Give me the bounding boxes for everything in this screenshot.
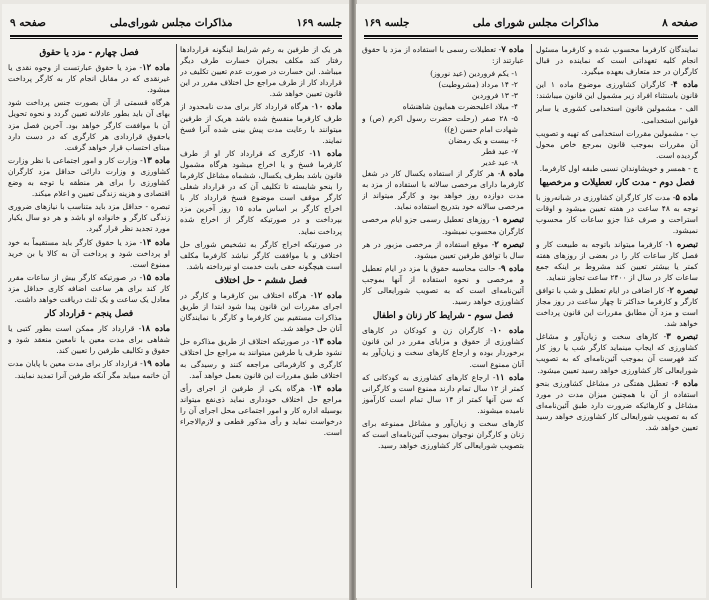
- section-heading: فصل سوم - شرایط کار زنان و اطفال: [372, 311, 514, 322]
- section-heading: فصل دوم - مدت کار، تعطیلات و مرخصیها: [539, 178, 695, 189]
- article-text: - کارگران زن و کودکان در کارهای کشاورزی از حقوق و مزایای مقرر در این قانون برخوردار بوده و ارجاع کارهای سخت و زیان‌آور به آنان ممنوع است.: [362, 326, 524, 369]
- body-paragraph: نمایندگان کارفرما محسوب شده و کارفرما مسئول انجام کلیه تعهداتی است که نماینده در قبال کارگران در حد متعارف بعهده میگیرد.: [536, 45, 698, 77]
- right-page-header: [364, 12, 698, 34]
- article-text: - قرارداد کار ممکن است بطور کتبی یا شفاهی برای مدت معین یا نامعین منعقد شود و حقوق و تکالیف طرفین را تعیین کند.: [8, 324, 170, 356]
- left-header-rule-thin: [10, 38, 342, 39]
- holiday-list-item: ۴- میلاد اعلیحضرت همایون شاهنشاه: [402, 102, 518, 112]
- holiday-list-item: ۳- ۱۳ فروردین: [471, 91, 518, 101]
- article-paragraph: [536, 79, 698, 101]
- article-text: - تعطیلات رسمی با استفاده از مزد یا حقوق عبارتند از:: [362, 45, 524, 66]
- article-text: - هرگاه قرارداد کار برای مدت نامحدود از طرف کارفرما منفسخ شده باشد هریک از طرفین میتوانند با رعایت مدت پیش بینی شده آنرا فسخ نمایند.: [180, 102, 342, 145]
- article-paragraph: [8, 272, 170, 305]
- article-paragraph: [536, 239, 698, 283]
- article-label: ماده ۱۵: [142, 271, 170, 282]
- article-text: - کار اضافی در ایام تعطیل و شب با توافق کارگر و کارفرما حداکثر تا چهار ساعت در روز مجاز است و مزد آن مطابق مقررات این قانون پرداخت خواهد شد.: [536, 285, 698, 329]
- article-paragraph: [8, 323, 170, 356]
- article-label: ماده ۱۲: [142, 62, 170, 73]
- article-label: ماده ۱۱: [495, 371, 524, 382]
- body-paragraph: ج - همسر و خویشاوندان نسبی طبقه اول کارفرما.: [539, 163, 698, 173]
- article-label: ماده ۷: [501, 44, 524, 54]
- article-paragraph: [8, 155, 170, 199]
- right-header-rule: [364, 35, 698, 37]
- left-page-column-divider: [176, 44, 177, 588]
- article-label: ماده ۵: [675, 192, 698, 203]
- article-text: - وزارت کار و امور اجتماعی با نظر وزارت کشاورزی و وزارت دارائی حداقل مزد کارگران کشاورزی را برای هر منطقه با توجه به وضع اقتصادی و هزینه زندگی تعیین و اعلام میکند.: [8, 155, 170, 199]
- article-paragraph: [180, 336, 342, 380]
- article-text: - مدت کار کارگران کشاورزی در شبانه‌روز با توجه به ۴۸ ساعت در هفته تعیین میشود و اوقات استراحت و صرف غذا جزو ساعات کار محسوب نمیشود.: [536, 193, 698, 236]
- article-paragraph: [180, 101, 342, 145]
- article-label: ماده ۴: [673, 79, 698, 90]
- body-paragraph: هر یک از طرفین به‌ رغم شرایط اینگونه قرارداد‌ها رفتار کند مکلف بجبران خسارت طرف دیگر میباشد. این خسارت در صورت عدم تعیین تکلیف در قرارداد کار از طرف مراجع حل اختلاف مقرر در این قانون تعیین خواهد شد.: [180, 45, 342, 99]
- article-text: - کارگران کشاورزی موضوع ماده ۱ این قانون باستثناء افراد زیر مشمول این قانون میباشند:: [536, 80, 698, 101]
- left-page-left-column: [8, 44, 170, 592]
- holiday-list-item: ۱- یکم فروردین (عید نوروز): [430, 69, 518, 79]
- article-label: تبصره ۲: [669, 284, 698, 295]
- article-paragraph: [362, 263, 524, 307]
- article-paragraph: [8, 358, 170, 380]
- article-paragraph: [8, 237, 170, 270]
- right-page: [356, 4, 706, 598]
- right-page-number: صفحه ۸: [662, 17, 698, 29]
- article-label: ماده ۱۳: [142, 154, 170, 165]
- article-paragraph: [362, 168, 524, 212]
- article-label: ماده ۱۸: [141, 323, 170, 334]
- article-text: - موقع استفاده از مرخصی مزبور در هر سال با توافق طرفین تعیین میشود.: [362, 239, 524, 260]
- article-label: تبصره ۲: [494, 238, 524, 249]
- article-label: تبصره ۳: [666, 331, 698, 342]
- article-label: ماده ۱۲: [313, 289, 342, 300]
- article-text: - هر کارگر از استفاده یکسال کار در شغل کارفرما دارای مرخصی سالانه با استفاده از مزد به مدت دوازده روز خواهد بود و کارگر میتواند از مرخصی سالانه خود بتدریج استفاده نماید.: [362, 169, 524, 212]
- left-header-rule: [10, 35, 342, 37]
- article-paragraph: [362, 214, 524, 236]
- body-paragraph: الف - مشمولین قانون استخدامی کشوری یا سایر قوانین استخدامی.: [536, 104, 698, 125]
- article-label: ماده ۱۰: [314, 101, 342, 112]
- article-paragraph: [536, 192, 698, 236]
- right-page-left-column: [362, 44, 524, 592]
- holiday-list-item: ۲- ۱۴ مرداد (مشروطیت): [438, 80, 518, 90]
- article-label: ماده ۱۴: [312, 382, 342, 393]
- body-paragraph: هرگاه قسمتی از آن بصورت جنس پرداخت شود بهای آن باید بطور عادلانه تعیین گردد و نحوه تحویل آن با موافقت کارگر خواهد بود. آخرین فصل مزد یاحقوق قراردادی هر کارگری که در دست دارد مبنای احتساب قرار خواهد گرفت.: [8, 98, 170, 152]
- article-paragraph: [362, 239, 524, 261]
- article-text: - تعطیل هفتگی در مشاغل کشاورزی بنحو استفاده از آن با همچنین میزان مدت در مورد مشاغل و کارهائیکه ضرورت دارد طبق آئین‌نامه‌ای که به تصویب شورایعالی کار کشاورزی خواهد رسید تعیین خواهد شد.: [536, 378, 698, 432]
- holiday-list-item: ۶- بیست و یک رمضان: [448, 135, 518, 145]
- article-paragraph: [8, 62, 170, 95]
- section-heading: فصل پنجم - قرارداد کار: [44, 309, 134, 320]
- body-paragraph: تبصره - حداقل مزد باید متناسب با نیازهای ضروری زندگی کارگر و خانواده او باشد و هر دو سال یکبار مورد تجدید نظر قرار گیرد.: [8, 202, 170, 234]
- left-page-header: [10, 12, 342, 34]
- left-page-number: صفحه ۹: [10, 17, 46, 29]
- article-paragraph: [536, 378, 698, 433]
- article-text: - مزد یا حقوق کارگر باید مستقیماً به خود او پرداخت شود و پرداخت آن به کالا یا بن خرید ممنوع است.: [8, 237, 170, 269]
- left-page: [2, 4, 350, 598]
- article-text: - روزهای تعطیل رسمی جزو ایام مرخصی کارگران محسوب نمیشود.: [362, 215, 524, 236]
- article-text: - مزد یا حقوق عبارتست از وجوه نقدی یا غیرنقدی که در مقابل انجام کار به کارگر پرداخت میشود.: [8, 63, 170, 95]
- article-paragraph: [180, 290, 342, 334]
- article-text: - کارگری که قرارداد کار او از طرف کارفرما فسخ و یا اخراج میشود هرگاه مشمول قانون باشد بطرف یکسال، ششماه مشاغل کارفرما را بنحو شایسته تا تکلیف آن که در قرارداد شغلی کارگر موقف است موضوع فسخ قرارداد کار با اخراج کارگر بر اساس ماده ۱۵ روز آخرین مزد بپرداخت و در صورتیکه کارگر از اخراج شده پرداخت نماید.: [180, 148, 342, 236]
- article-paragraph: [180, 148, 342, 237]
- article-label: ماده ۱۴: [142, 236, 170, 247]
- article-label: ماده ۱۰: [492, 325, 524, 336]
- section-heading: فصل چهارم - مزد یا حقوق: [39, 48, 139, 58]
- holiday-list-item: ۸- عید غدیر: [481, 157, 518, 167]
- right-page-right-column: [536, 44, 698, 592]
- body-paragraph: کارهای سخت و زیان‌آور و مشاغل ممنوعه برای زنان و کارگران نوجوان بموجب آئین‌نامه‌ای است که بتصویب شورایعالی کار کشاورزی خواهد رسید.: [362, 419, 524, 451]
- article-text: - در صورتیکه اختلاف از طریق مذاکره حل نشود طرف یا طرفین میتوانند به مراجع حل اختلاف کارگری و کارفرمائی مراجعه کنند و رسیدگی به اختلاف طبق مقررات این قانون بعمل خواهد آمد.: [180, 337, 342, 380]
- article-label: تبصره ۱: [668, 238, 698, 249]
- article-label: تبصره ۱: [495, 214, 524, 225]
- article-text: - ارجاع کارهای کشاورزی به کودکانی که کمتر از ۱۲ سال تمام دارند ممنوع است و کارگرانی که سن آنها کمتر از ۱۴ سال تمام است کارآموز نامیده میشوند.: [362, 372, 524, 415]
- article-label: ماده ۸: [500, 168, 524, 179]
- left-header-title: مذاکرات مجلس شورای‌ملی: [109, 17, 233, 29]
- article-label: ماده ۱۳: [314, 336, 342, 347]
- holiday-list: [362, 68, 524, 168]
- right-header-rule-thin: [364, 38, 698, 39]
- article-paragraph: [536, 331, 698, 375]
- right-page-column-divider: [531, 44, 532, 588]
- article-label: ماده ۱۱: [312, 147, 342, 158]
- article-text: - کارفرما میتواند باتوجه به طبیعت کار و فصل کار ساعات کار را در بعضی از روزهای هفته کمتر یا بیشتر تعیین کند مشروط بر اینکه جمع ساعات کار در سال از ۲۴۰۰ ساعت تجاوز ننماید.: [536, 239, 698, 282]
- body-paragraph: در صورتیکه اخراج کارگر به تشخیص شورای حل اختلاف و با موافقت کارگر نباشد کارفرما مکلف است هیچگونه حقی بابت خدمت او نپرداخته باشد.: [180, 239, 342, 271]
- right-volume-label: جلسه ۱۶۹: [364, 17, 410, 29]
- article-text: - حالت محاسبه حقوق یا مزد در ایام تعطیل و مرخصی و نحوه استفاده از آنها بموجب آئین‌نامه‌ای است که به تصویب شورایعالی کار کشاورزی خواهد رسید.: [362, 263, 524, 307]
- article-label: ماده ۶: [674, 377, 698, 388]
- article-text: - کارهای سخت و زیان‌آور و مشاغل کشاورزی که ایجاب مینماید کارگر شب یا روز کار کند فهرست آن بموجب آئین‌نامه‌ای که به تصویب شورایعالی کار کشاورزی خواهد رسید تعیین میشود.: [536, 332, 698, 375]
- article-paragraph: [536, 285, 698, 329]
- article-paragraph: [362, 44, 524, 66]
- holiday-list-item: ۵- ۲۸ صفر (رحلت حضرت رسول اکرم (ص) و شهادت امام حسن (ع)): [362, 113, 518, 134]
- holiday-list-item: ۷- عید فطر: [481, 146, 518, 156]
- article-text: - قرارداد کار برای مدت معین با پایان مدت آن خاتمه مییابد مگر آنکه طرفین آنرا تمدید نمایند.: [8, 359, 170, 380]
- article-text: - در صورتیکه کارگر بیش از ساعات مقرر کار کند برای هر ساعت اضافه کاری حداقل مزد معادل یک ساعت و یک ثلث دریافت خواهد داشت.: [8, 272, 170, 304]
- article-paragraph: [362, 325, 524, 369]
- left-volume-label: جلسه‌ ۱۶۹: [296, 17, 342, 29]
- body-paragraph: ب - مشمولین مقررات استخدامی که تهیه و تصویب آن مقررات بموجب قانون بمرجع خاص محول گردیده است.: [536, 128, 698, 160]
- article-paragraph: [180, 383, 342, 438]
- section-heading: فصل ششم - حل اختلاف: [214, 275, 308, 286]
- left-page-right-column: [180, 44, 342, 592]
- article-paragraph: [362, 372, 524, 416]
- article-label: ماده ۱۹: [142, 358, 170, 369]
- right-header-title: مذاکرات مجلس شورای ملی: [472, 17, 599, 29]
- article-label: ماده ۹: [500, 262, 524, 273]
- article-text: - هرگاه یکی از طرفین از اجرای رأی مراجع حل اختلاف خودداری نماید ذی‌نفع میتواند بوسیله اداره کار و امور اجتماعی محل اجرای آن را درخواست نماید و رأی مذکور قطعی و لازم‌الاجراء است.: [180, 383, 342, 438]
- article-text: - هرگاه اختلاف بین کارفرما و کارگر در اجرای مقررات این قانون پیدا شود ابتدا از طریق مذاکرات مستقیم بین کارفرما و کارگر با نمایندگان آنان حل خواهد شد.: [180, 290, 342, 334]
